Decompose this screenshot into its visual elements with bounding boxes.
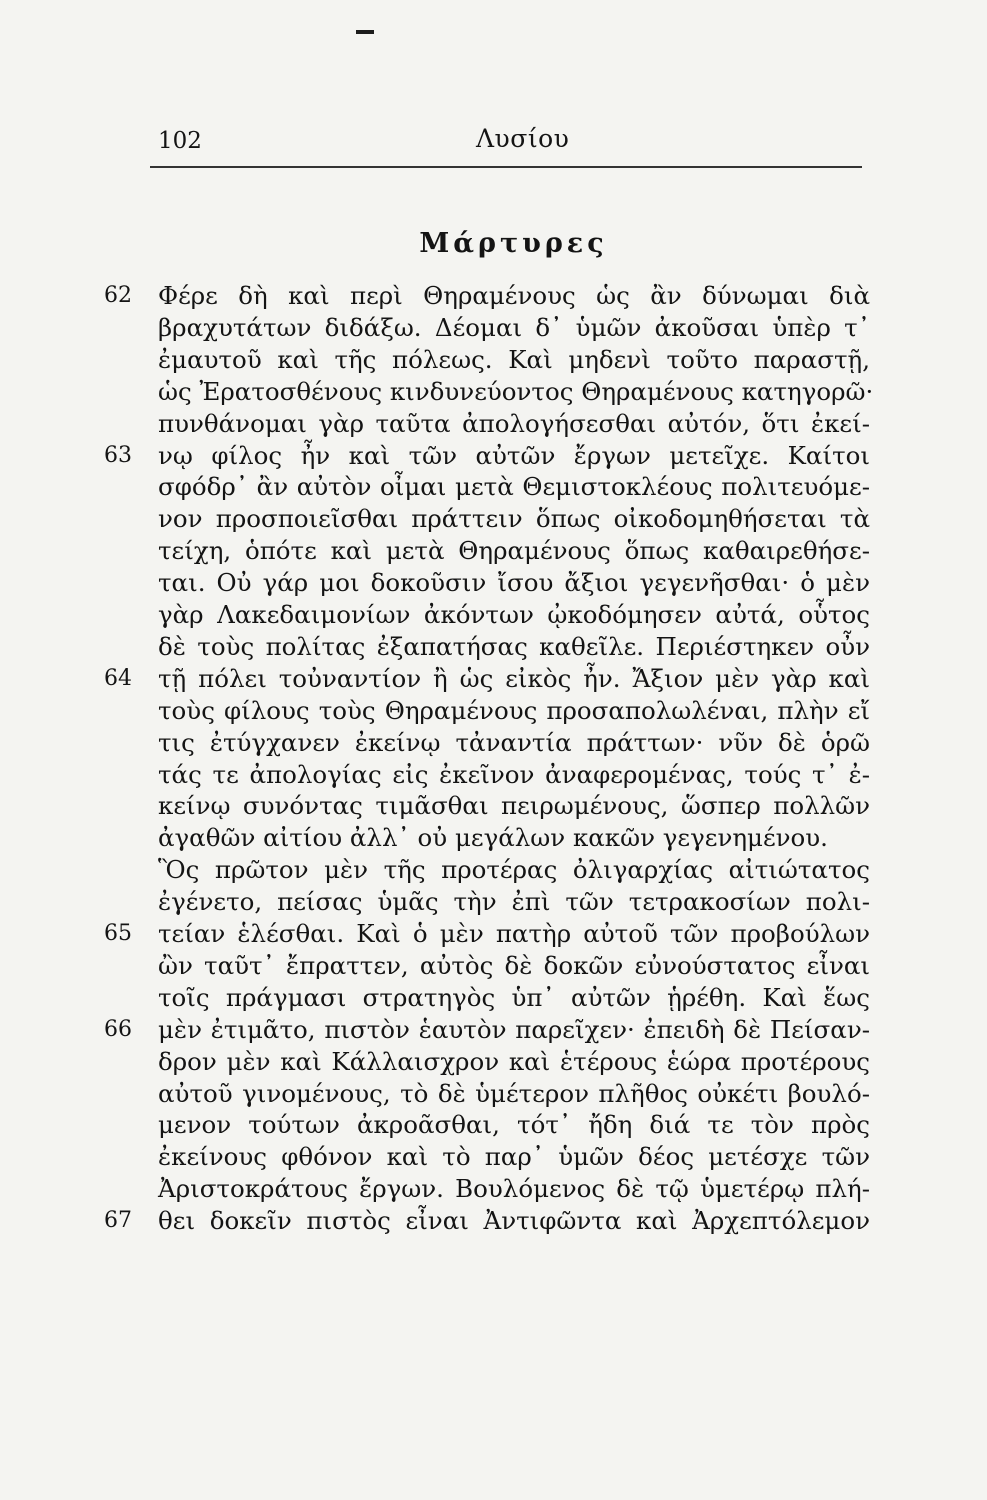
text-line: ὢν ταῦτ᾽ ἔπραττεν, αὐτὸς δὲ δοκῶν εὐνούστατος εἶναι xyxy=(158,950,870,980)
header-rule xyxy=(150,166,862,168)
section-number: 63 xyxy=(104,442,132,468)
ink-mark xyxy=(356,30,374,34)
text-line: αὐτοῦ γινομένους, τὸ δὲ ὑμέτερον πλῆθος οὐκέτι βουλό- xyxy=(158,1078,870,1108)
text-line: πυνθάνομαι γὰρ ταῦτα ἀπολογήσεσθαι αὐτόν, ὅτι ἐκεί- xyxy=(158,408,870,438)
section-number: 62 xyxy=(104,283,132,308)
text-line: ἐκείνους φθόνον καὶ τὸ παρ᾽ ὑμῶν δέος μετέσχε τῶν xyxy=(158,1142,870,1172)
text-line: μενον τούτων ἀκροᾶσθαι, τότ᾽ ἤδη διά τε τὸν πρὸς xyxy=(158,1110,870,1140)
text-line: τάς τε ἀπολογίας εἰς ἐκεῖνον ἀναφερομένας, τούς τ᾽ ἐ- xyxy=(158,759,870,789)
running-title: Λυσίου xyxy=(476,124,570,153)
text-line: Ἀριστοκράτους ἔργων. Βουλόμενος δὲ τῷ ὑμετέρῳ πλή- xyxy=(158,1174,870,1204)
page-number: 102 xyxy=(158,128,202,154)
text-line: δρον μὲν καὶ Κάλλαισχρον καὶ ἑτέρους ἑώρα προτέρους xyxy=(158,1046,870,1076)
text-line: ἐμαυτοῦ καὶ τῆς πόλεως. Καὶ μηδενὶ τοῦτο παραστῇ, xyxy=(158,344,870,374)
text-line: τοῖς πράγμασι στρατηγὸς ὑπ᾽ αὐτῶν ᾑρέθη. Καὶ ἕως xyxy=(158,982,870,1012)
text-line: ἀγαθῶν αἰτίου ἀλλ᾽ οὐ μεγάλων κακῶν γεγενημένου. xyxy=(158,823,828,853)
text-line: τοὺς φίλους τοὺς Θηραμένους προσαπολωλέναι, πλὴν εἴ xyxy=(158,695,870,725)
text-line: νῳ φίλος ἦν καὶ τῶν αὐτῶν ἔργων μετεῖχε. Καίτοι xyxy=(158,440,870,470)
text-line: τῇ πόλει τοὐναντίον ἢ ὡς εἰκὸς ἦν. Ἄξιον μὲν γὰρ καὶ xyxy=(158,663,870,693)
text-line: ἐγένετο, πείσας ὑμᾶς τὴν ἐπὶ τῶν τετρακοσίων πολι- xyxy=(158,887,870,917)
text-line: σφόδρ᾽ ἂν αὐτὸν οἶμαι μετὰ Θεμιστοκλέους πολιτευόμε- xyxy=(158,472,870,502)
text-line: τείαν ἑλέσθαι. Καὶ ὁ μὲν πατὴρ αὐτοῦ τῶν προβούλων xyxy=(158,919,870,948)
text-line: γὰρ Λακεδαιμονίων ἀκόντων ᾠκοδόμησεν αὐτά, οὗτος xyxy=(158,600,870,629)
text-line: ται. Οὐ γάρ μοι δοκοῦσιν ἴσου ἄξιοι γεγενῆσθαι· ὁ μὲν xyxy=(158,568,870,598)
text-line: βραχυτάτων διδάξω. Δέομαι δ᾽ ὑμῶν ἀκοῦσαι ὑπὲρ τ᾽ xyxy=(158,312,870,342)
text-line: Ὃς πρῶτον μὲν τῆς προτέρας ὀλιγαρχίας αἰτιώτατος xyxy=(158,855,870,885)
text-line: ὡς Ἐρατοσθένους κινδυνεύοντος Θηραμένους κατηγορῶ· xyxy=(158,376,874,406)
section-number: 67 xyxy=(104,1208,132,1234)
section-number: 65 xyxy=(104,921,132,946)
text-line: μὲν ἐτιμᾶτο, πιστὸν ἑαυτὸν παρεῖχεν· ἐπειδὴ δὲ Πείσαν- xyxy=(158,1014,870,1044)
text-line: θει δοκεῖν πιστὸς εἶναι Ἀντιφῶντα καὶ Ἀρχεπτόλεμον xyxy=(158,1206,870,1236)
section-number: 66 xyxy=(104,1016,132,1042)
text-line: νον προσποιεῖσθαι πράττειν ὅπως οἰκοδομηθήσεται τὰ xyxy=(158,504,870,534)
section-heading: Μάρτυρες xyxy=(419,228,608,259)
text-line: τις ἐτύγχανεν ἐκείνῳ τἀναντία πράττων· νῦν δὲ ὁρῶ xyxy=(158,727,870,757)
text-line: τείχη, ὁπότε καὶ μετὰ Θηραμένους ὅπως καθαιρεθήσε- xyxy=(158,536,870,566)
text-line: δὲ τοὺς πολίτας ἐξαπατήσας καθεῖλε. Περιέστηκεν οὖν xyxy=(158,631,870,661)
text-line: Φέρε δὴ καὶ περὶ Θηραμένους ὡς ἂν δύνωμαι διὰ xyxy=(158,281,870,310)
section-number: 64 xyxy=(104,665,132,691)
text-line: κείνῳ συνόντας τιμᾶσθαι πειρωμένους, ὥσπερ πολλῶν xyxy=(158,791,870,821)
